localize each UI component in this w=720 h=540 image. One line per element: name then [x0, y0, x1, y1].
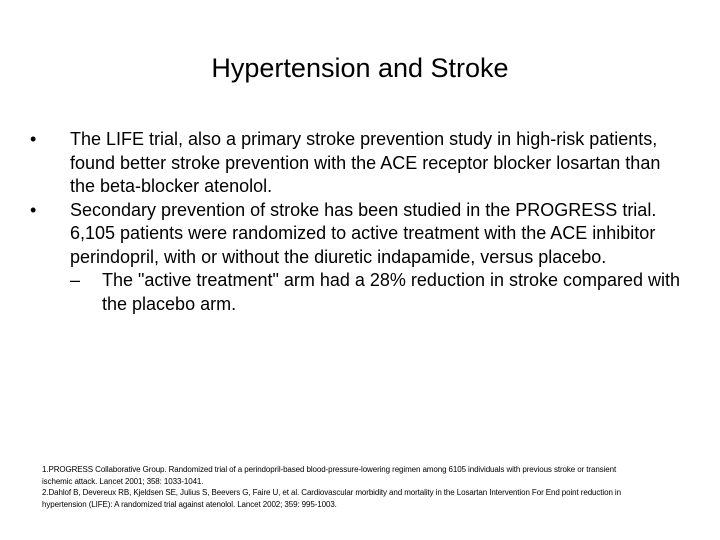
- bullet-life-trial: [30, 128, 690, 199]
- reference-line: 2.Dahlof B, Devereux RB, Kjeldsen SE, Julius S, Beevers G, Faire U, et al. Cardiovascular morbidity and mortality in the Losartan Intervention For End point reduction in: [42, 488, 621, 497]
- bullet-marker: •: [30, 129, 37, 149]
- bullet-list: [30, 128, 690, 316]
- sub-bullet-marker: –: [70, 270, 81, 290]
- reference-line: ischemic attack. Lancet 2001; 358: 1033-1041.: [42, 476, 204, 486]
- slide-title: Hypertension and Stroke: [211, 53, 509, 83]
- bullet-marker: •: [30, 199, 37, 220]
- bullet-text: Secondary prevention of stroke has been studied in the PROGRESS trial. 6,105 patients were randomized to active treatment with the ACE inhibitor perindopril, with or without the diuretic indapamide, versus placebo.: [70, 199, 657, 267]
- references: [42, 464, 714, 510]
- bullet-progress-trial: [30, 199, 690, 317]
- sub-bullet-text: The "active treatment" arm had a 28% reduction in stroke compared with the placebo arm.: [102, 270, 681, 314]
- reference-line: 1.PROGRESS Collaborative Group. Randomized trial of a perindopril-based blood-pressure-lowering regimen among 6105 individuals with previous stroke or transient: [42, 465, 617, 474]
- reference-line: hypertension (LIFE): A randomized trial against atenolol. Lancet 2002; 359: 995-1003.: [42, 499, 337, 509]
- sub-bullet-active-treatment: [70, 269, 690, 316]
- bullet-text: The LIFE trial, also a primary stroke prevention study in high-risk patients, found better stroke prevention with the ACE receptor blocker losartan than the beta-blocker atenolol.: [70, 129, 661, 196]
